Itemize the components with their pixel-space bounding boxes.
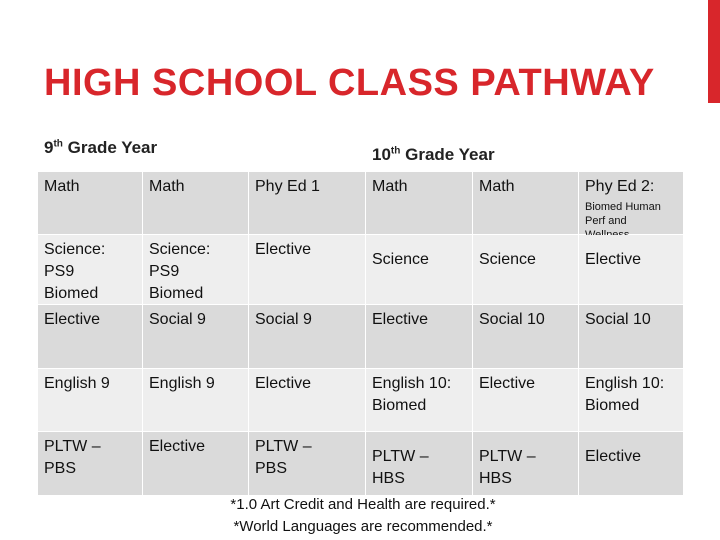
cell-text: PLTW – xyxy=(255,438,312,455)
table-cell xyxy=(249,369,365,431)
tenth-grade-heading: 10th Grade Year xyxy=(372,145,495,164)
cell-text: Biomed xyxy=(149,285,204,302)
accent-bar xyxy=(708,0,720,103)
footnote-line: *World Languages are recommended.* xyxy=(233,518,493,535)
table-cell xyxy=(143,305,248,368)
cell-text: Elective xyxy=(479,375,536,392)
cell-text: Phy Ed 2: xyxy=(585,178,655,195)
cell-text: Elective xyxy=(255,375,312,392)
cell-text: Science xyxy=(479,251,536,268)
cell-text: PBS xyxy=(44,460,77,477)
table-cell xyxy=(366,305,472,368)
cell-text: PBS xyxy=(255,460,288,477)
cell-text: Social 9 xyxy=(149,311,206,328)
table-cell xyxy=(38,172,142,234)
table-cell xyxy=(366,369,472,431)
table-cell xyxy=(249,172,365,234)
table-cell xyxy=(249,305,365,368)
cell-text: Social 10 xyxy=(479,311,545,328)
table-cell xyxy=(143,235,248,304)
cell-text: Math xyxy=(149,178,185,195)
cell-text: Science: xyxy=(44,241,106,258)
cell-subtext-line: Perf and xyxy=(585,215,627,227)
table-cell xyxy=(38,432,142,495)
cell-text: Elective xyxy=(255,241,312,258)
table-cell xyxy=(249,235,365,304)
cell-text: Phy Ed 1 xyxy=(255,178,320,195)
cell-text: Science: xyxy=(149,241,211,258)
cell-text: English 10: xyxy=(585,375,665,392)
table-cell xyxy=(579,172,683,234)
cell-text: PS9 xyxy=(149,263,180,280)
table-cell xyxy=(473,305,578,368)
table-cell xyxy=(366,172,472,234)
table-cell xyxy=(38,369,142,431)
cell-text: Social 9 xyxy=(255,311,312,328)
table-cell xyxy=(473,235,578,304)
table-cell xyxy=(38,235,142,304)
table-cell xyxy=(366,235,472,304)
cell-text: English 9 xyxy=(149,375,215,392)
table-cell xyxy=(143,369,248,431)
cell-text: Elective xyxy=(149,438,206,455)
page-title: HIGH SCHOOL CLASS PATHWAY xyxy=(44,62,655,104)
table-cell xyxy=(579,305,683,368)
table-cell xyxy=(38,305,142,368)
cell-text: Social 10 xyxy=(585,311,651,328)
cell-text: PLTW – xyxy=(44,438,101,455)
cell-text: Elective xyxy=(585,448,642,465)
table-cell xyxy=(579,235,683,304)
cell-text: PLTW – xyxy=(372,448,429,465)
table-cell xyxy=(143,172,248,234)
table-cell xyxy=(249,432,365,495)
table-cell xyxy=(473,172,578,234)
cell-text: Biomed xyxy=(44,285,99,302)
cell-text: HBS xyxy=(372,470,405,487)
cell-text: Elective xyxy=(44,311,101,328)
cell-text: Math xyxy=(479,178,515,195)
table-cell xyxy=(143,432,248,495)
cell-text: HBS xyxy=(479,470,512,487)
table-cell xyxy=(473,369,578,431)
cell-text: English 9 xyxy=(44,375,110,392)
cell-text: English 10: xyxy=(372,375,452,392)
table-cell xyxy=(473,432,578,495)
footnote xyxy=(198,494,528,538)
table-cell xyxy=(579,432,683,495)
cell-text: Math xyxy=(44,178,80,195)
table-cell xyxy=(579,369,683,431)
cell-subtext-line: Biomed Human xyxy=(585,201,661,213)
cell-text: Elective xyxy=(372,311,429,328)
table-cell xyxy=(366,432,472,495)
footnote-line: *1.0 Art Credit and Health are required.* xyxy=(230,496,496,513)
ninth-grade-heading: 9th Grade Year xyxy=(44,138,158,157)
cell-text: PS9 xyxy=(44,263,75,280)
cell-text: Biomed xyxy=(585,397,640,414)
cell-text: PLTW – xyxy=(479,448,536,465)
cell-text: Science xyxy=(372,251,429,268)
cell-text: Math xyxy=(372,178,408,195)
cell-text: Elective xyxy=(585,251,642,268)
cell-text: Biomed xyxy=(372,397,427,414)
